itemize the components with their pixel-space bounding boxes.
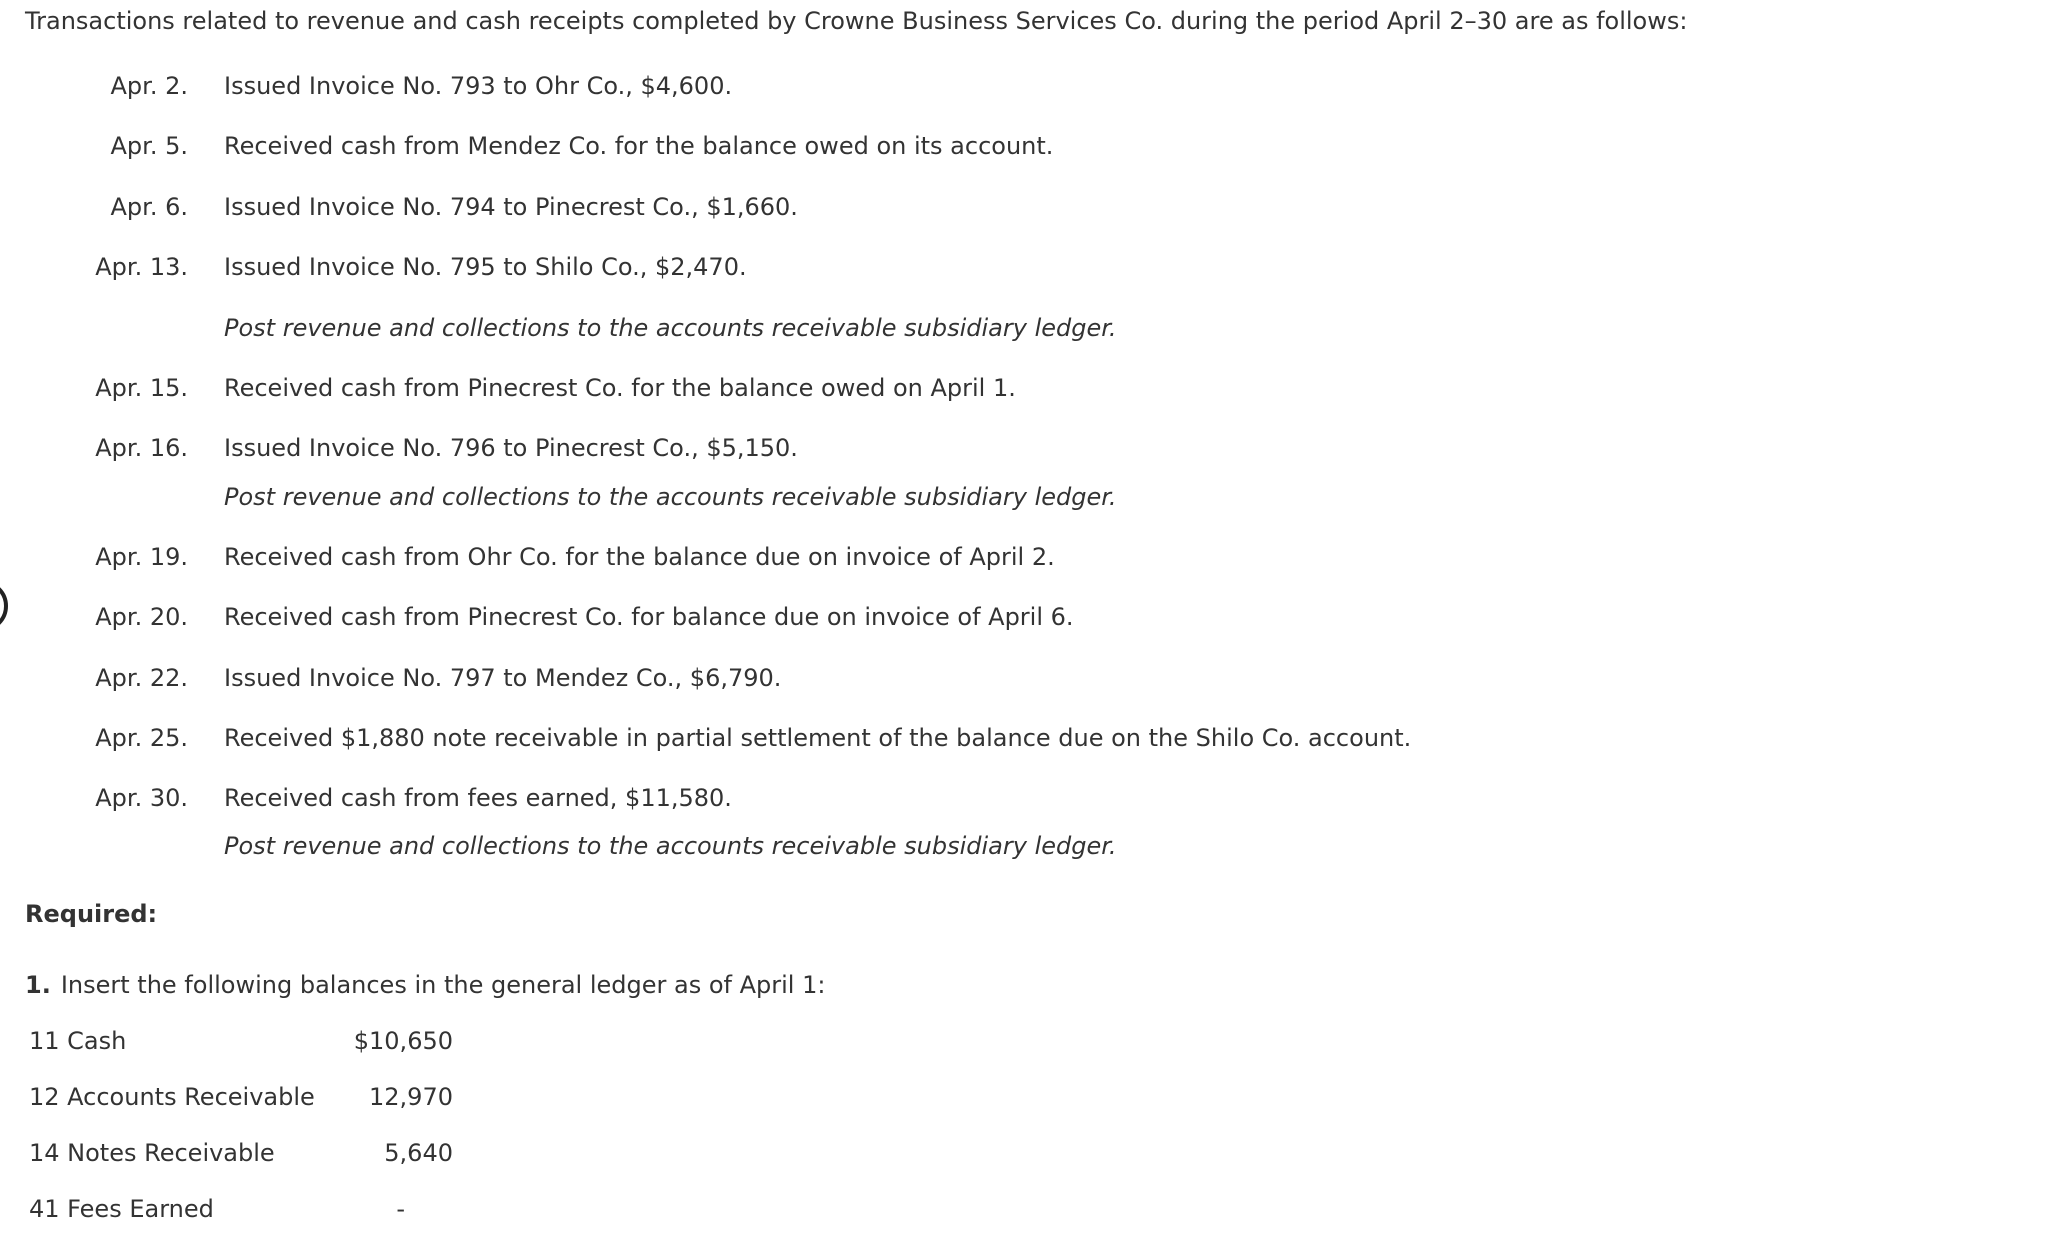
transaction-date: Apr. 5. — [110, 132, 188, 160]
account-name: 11 Cash — [29, 1027, 127, 1055]
transaction-date: Apr. 22. — [95, 664, 188, 692]
transaction-description: Issued Invoice No. 794 to Pinecrest Co., $1,660. — [224, 193, 798, 221]
transaction-date: Apr. 15. — [95, 374, 188, 402]
transaction-description: Issued Invoice No. 793 to Ohr Co., $4,600. — [224, 72, 733, 100]
account-balance: 12,970 — [369, 1083, 453, 1111]
balance-row — [29, 1137, 453, 1169]
balance-row — [29, 1025, 453, 1057]
account-balance: - — [396, 1195, 405, 1223]
post-instruction: Post revenue and collections to the accounts receivable subsidiary ledger. — [224, 314, 1117, 342]
transaction-description: Received cash from Pinecrest Co. for balance due on invoice of April 6. — [224, 603, 1074, 631]
account-balance: 5,640 — [384, 1139, 453, 1167]
required-heading: Required: — [25, 900, 158, 928]
balance-row — [29, 1193, 453, 1225]
intro-text: Transactions related to revenue and cash receipts completed by Crowne Business Services Co. during the period April 2–30 are as follows: — [25, 7, 1688, 35]
post-instruction: Post revenue and collections to the accounts receivable subsidiary ledger. — [224, 832, 1117, 860]
transaction-date: Apr. 30. — [95, 784, 188, 812]
transaction-description: Received cash from Pinecrest Co. for the balance owed on April 1. — [224, 374, 1016, 402]
step-number: 1. — [25, 971, 51, 999]
post-instruction: Post revenue and collections to the accounts receivable subsidiary ledger. — [224, 483, 1117, 511]
transaction-date: Apr. 6. — [110, 193, 188, 221]
transaction-description: Issued Invoice No. 795 to Shilo Co., $2,470. — [224, 253, 747, 281]
transaction-description: Received cash from fees earned, $11,580. — [224, 784, 732, 812]
transaction-description: Received cash from Ohr Co. for the balance due on invoice of April 2. — [224, 543, 1055, 571]
transaction-date: Apr. 25. — [95, 724, 188, 752]
account-balance: $10,650 — [353, 1027, 453, 1055]
balance-row — [29, 1081, 453, 1113]
transaction-description: Received cash from Mendez Co. for the balance owed on its account. — [224, 132, 1054, 160]
step-1-instruction — [25, 969, 825, 1001]
transaction-date: Apr. 13. — [95, 253, 188, 281]
transaction-description: Issued Invoice No. 797 to Mendez Co., $6,790. — [224, 664, 782, 692]
transaction-date: Apr. 20. — [95, 603, 188, 631]
transaction-date: Apr. 19. — [95, 543, 188, 571]
circle-marker-icon — [0, 580, 8, 632]
transaction-date: Apr. 16. — [95, 434, 188, 462]
account-name: 14 Notes Receivable — [29, 1139, 275, 1167]
transaction-date: Apr. 2. — [110, 72, 188, 100]
transaction-description: Received $1,880 note receivable in partial settlement of the balance due on the Shilo Co. account. — [224, 724, 1412, 752]
account-name: 12 Accounts Receivable — [29, 1083, 315, 1111]
account-name: 41 Fees Earned — [29, 1195, 214, 1223]
transaction-description: Issued Invoice No. 796 to Pinecrest Co., $5,150. — [224, 434, 798, 462]
step-text: Insert the following balances in the general ledger as of April 1: — [60, 971, 826, 999]
